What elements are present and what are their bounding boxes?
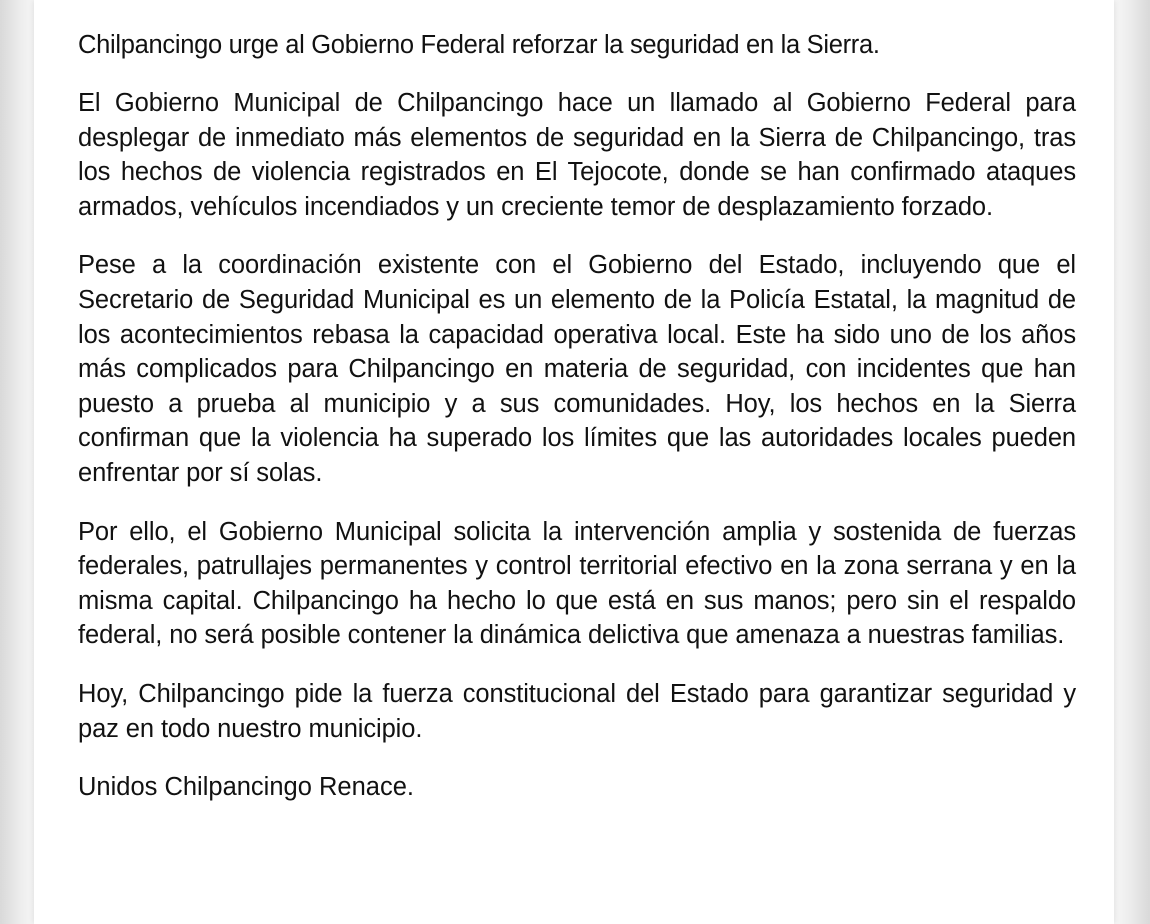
page-edge-left (0, 0, 34, 924)
paragraph-1: El Gobierno Municipal de Chilpancingo hace un llamado al Gobierno Federal para desplegar de inmediato más elementos de seguridad en la Sierra de Chilpancingo, tras los hechos de violencia registrados en El Tejocote, donde se han confirmado ataques armados, vehículos incendiados y un creciente temor de desplazamiento forzado. (78, 89, 1076, 221)
document-body (78, 28, 1076, 804)
paragraph-4: Hoy, Chilpancingo pide la fuerza constitucional del Estado para garantizar seguridad y paz en todo nuestro municipio. (78, 679, 1076, 743)
document-page (34, 0, 1114, 924)
page-edge-right (1114, 0, 1150, 924)
paragraph-2: Pese a la coordinación existente con el Gobierno del Estado, incluyendo que el Secretario de Seguridad Municipal es un elemento de la Policía Estatal, la magnitud de los acontecimientos rebasa la capacidad operativa local. Este ha sido uno de los años más complicados para Chilpancingo en materia de seguridad, con incidentes que han puesto a prueba al municipio y a sus comunidades. Hoy, los hechos en la Sierra confirman que la violencia ha superado los límites que las autoridades locales pueden enfrentar por sí solas. (78, 251, 1076, 487)
document-title: Chilpancingo urge al Gobierno Federal reforzar la seguridad en la Sierra. (78, 31, 880, 59)
closing-line: Unidos Chilpancingo Renace. (78, 773, 414, 802)
paragraph-3: Por ello, el Gobierno Municipal solicita la intervención amplia y sostenida de fuerzas federales, patrullajes permanentes y control territorial efectivo en la zona serrana y en la misma capital. Chilpancingo ha hecho lo que está en sus manos; pero sin el respaldo federal, no será posible contener la dinámica delictiva que amenaza a nuestras familias. (78, 517, 1076, 650)
